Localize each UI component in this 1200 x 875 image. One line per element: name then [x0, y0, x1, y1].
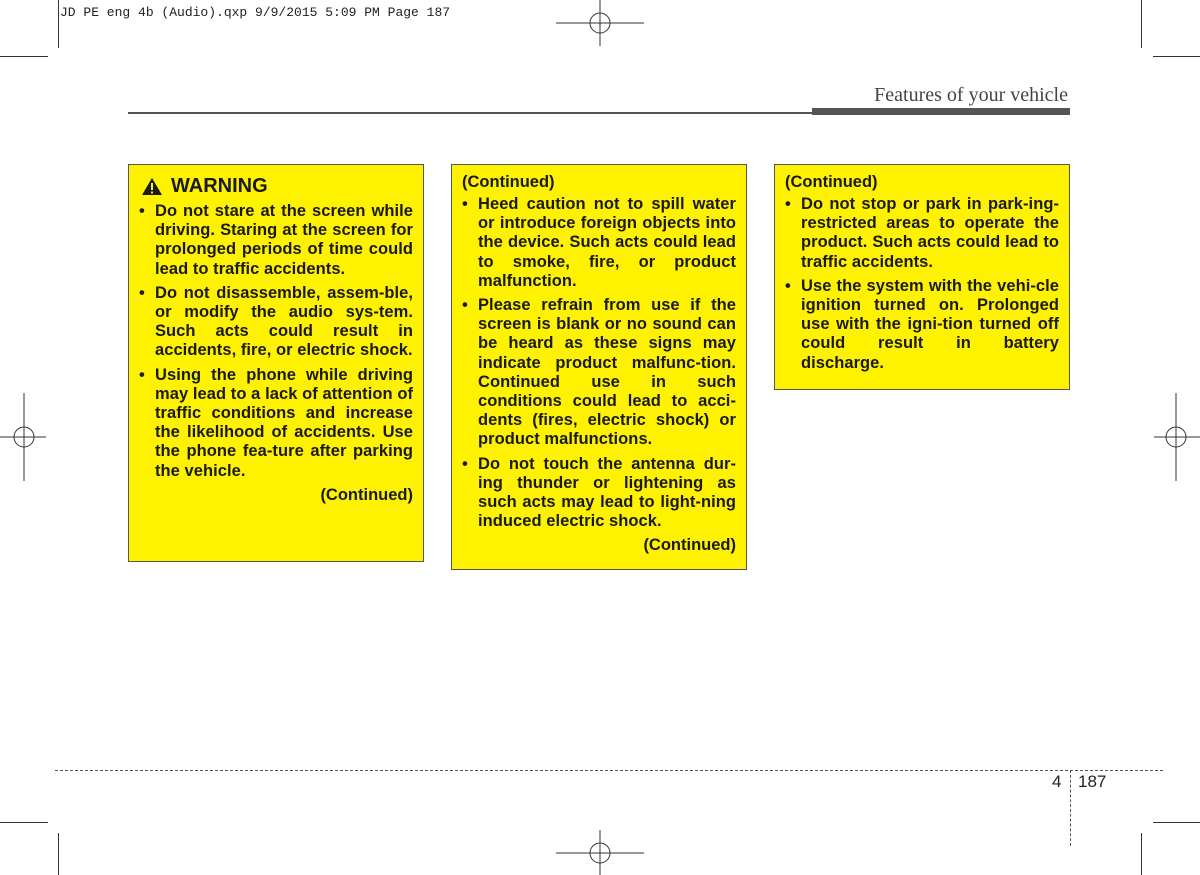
- list-item: • Heed caution not to spill water or introduce foreign objects into the device. Such acts could lead to smoke, fire, or product malfunction.: [462, 195, 736, 291]
- list-item: • Using the phone while driving may lead to a lack of attention of traffic conditions and increase the likelihood of accidents. Use the phone fea-ture after parking the vehicle.: [139, 366, 413, 481]
- continued-heading: (Continued): [785, 173, 878, 191]
- section-title: Features of your vehicle: [874, 84, 1068, 106]
- crop-mark: [1141, 833, 1142, 875]
- crop-mark: [58, 0, 59, 48]
- warning-label: WARNING: [171, 175, 268, 197]
- registration-mark-icon: [556, 830, 644, 875]
- warning-list: [462, 195, 736, 531]
- list-item: • Do not touch the antenna dur-ing thunder or lightening as such acts may lead to light-ning induced electric shock.: [462, 455, 736, 532]
- crop-mark: [0, 822, 48, 823]
- warning-triangle-icon: [141, 177, 163, 196]
- warning-panel-continued: [774, 164, 1070, 390]
- crop-mark: [0, 56, 48, 57]
- list-item: • Use the system with the vehi-cle ignition turned on. Prolonged use with the igni-tion turned off could result in battery discharge.: [785, 277, 1059, 373]
- list-item: • Do not disassemble, assem-ble, or modify the audio sys-tem. Such acts could result in accidents, fire, or electric shock.: [139, 284, 413, 361]
- list-item: • Do not stop or park in park-ing-restricted areas to operate the product. Such acts could lead to traffic accidents.: [785, 195, 1059, 272]
- registration-mark-icon: [1154, 393, 1200, 481]
- crop-mark: [58, 833, 59, 875]
- list-item: • Do not stare at the screen while driving. Staring at the screen for prolonged periods of time could lead to traffic accidents.: [139, 202, 413, 279]
- continued-note: (Continued): [320, 485, 413, 504]
- warning-list: [139, 202, 413, 481]
- continued-heading: (Continued): [462, 173, 555, 191]
- registration-mark-icon: [0, 393, 46, 481]
- warning-heading: [141, 175, 413, 198]
- warning-panel: [128, 164, 424, 562]
- registration-mark-icon: [556, 0, 644, 46]
- crop-mark: [1153, 56, 1200, 57]
- header-rule: [128, 112, 812, 114]
- print-slug: JD PE eng 4b (Audio).qxp 9/9/2015 5:09 PM Page 187: [60, 5, 451, 20]
- continued-note: (Continued): [643, 536, 736, 555]
- header-rule-accent: [812, 108, 1070, 115]
- warning-list: [785, 195, 1059, 373]
- crop-mark: [1141, 0, 1142, 48]
- crop-mark: [1153, 822, 1200, 823]
- page-number: 187: [1078, 772, 1107, 791]
- list-item: • Please refrain from use if the screen is blank or no sound can be heard as these signs may indicate product malfunc-tion. Continued use in such conditions could lead to acci-dents (fires, electric shock) or product malfunctions.: [462, 296, 736, 450]
- footer-divider: [1070, 770, 1071, 846]
- chapter-number: 4: [1052, 772, 1062, 791]
- warning-panel-continued: [451, 164, 747, 570]
- footer-rule: [55, 770, 1163, 771]
